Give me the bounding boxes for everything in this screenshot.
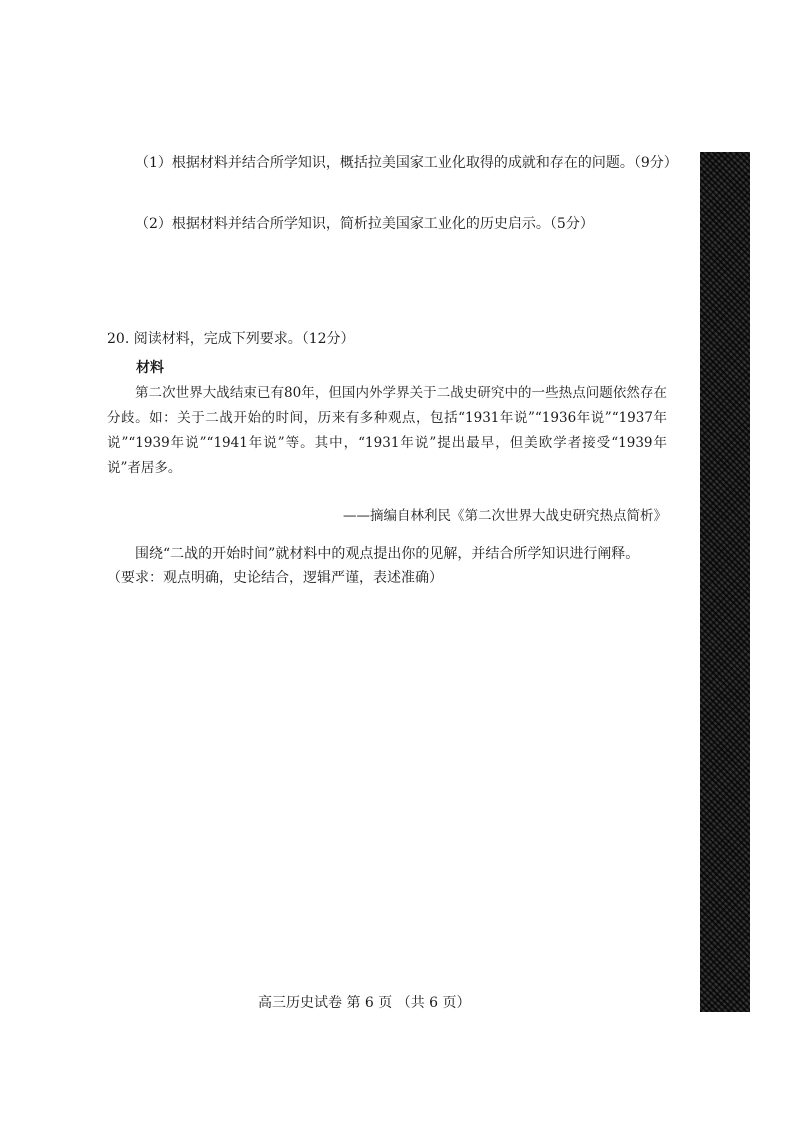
question-20-title: 20. 阅读材料，完成下列要求。（12分） [107, 331, 355, 347]
requirement-line-1: 围绕“二战的开始时间”就材料中的观点提出你的见解，并结合所学知识进行阐释。 [135, 546, 640, 562]
page-footer: 高三历史试卷 第 6 页 （共 6 页） [258, 995, 471, 1011]
material-label: 材料 [136, 360, 164, 376]
binding-strip [700, 152, 750, 1012]
question-19-part-2: （2）根据材料并结合所学知识，简析拉美国家工业化的历史启示。（5分） [135, 216, 594, 232]
question-19-part-1: （1）根据材料并结合所学知识，概括拉美国家工业化取得的成就和存在的问题。（9分） [135, 155, 678, 171]
requirement-line-2: （要求：观点明确，史论结合，逻辑严谨，表述准确） [107, 570, 443, 586]
material-paragraph: 第二次世界大战结束已有80年，但国内外学界关于二战史研究中的一些热点问题依然存在分歧。如：关于二战开始的时间，历来有多种观点，包括“1931年说”“1936年说”“1937年说”“1939年说”“1941年说”等。其中，“1931年说”提出最早，但美欧学者接受“1939年说”者居多。 [107, 385, 667, 476]
material-body [107, 381, 667, 481]
material-source: ——摘编自林利民《第二次世界大战史研究热点简析》 [343, 508, 667, 524]
